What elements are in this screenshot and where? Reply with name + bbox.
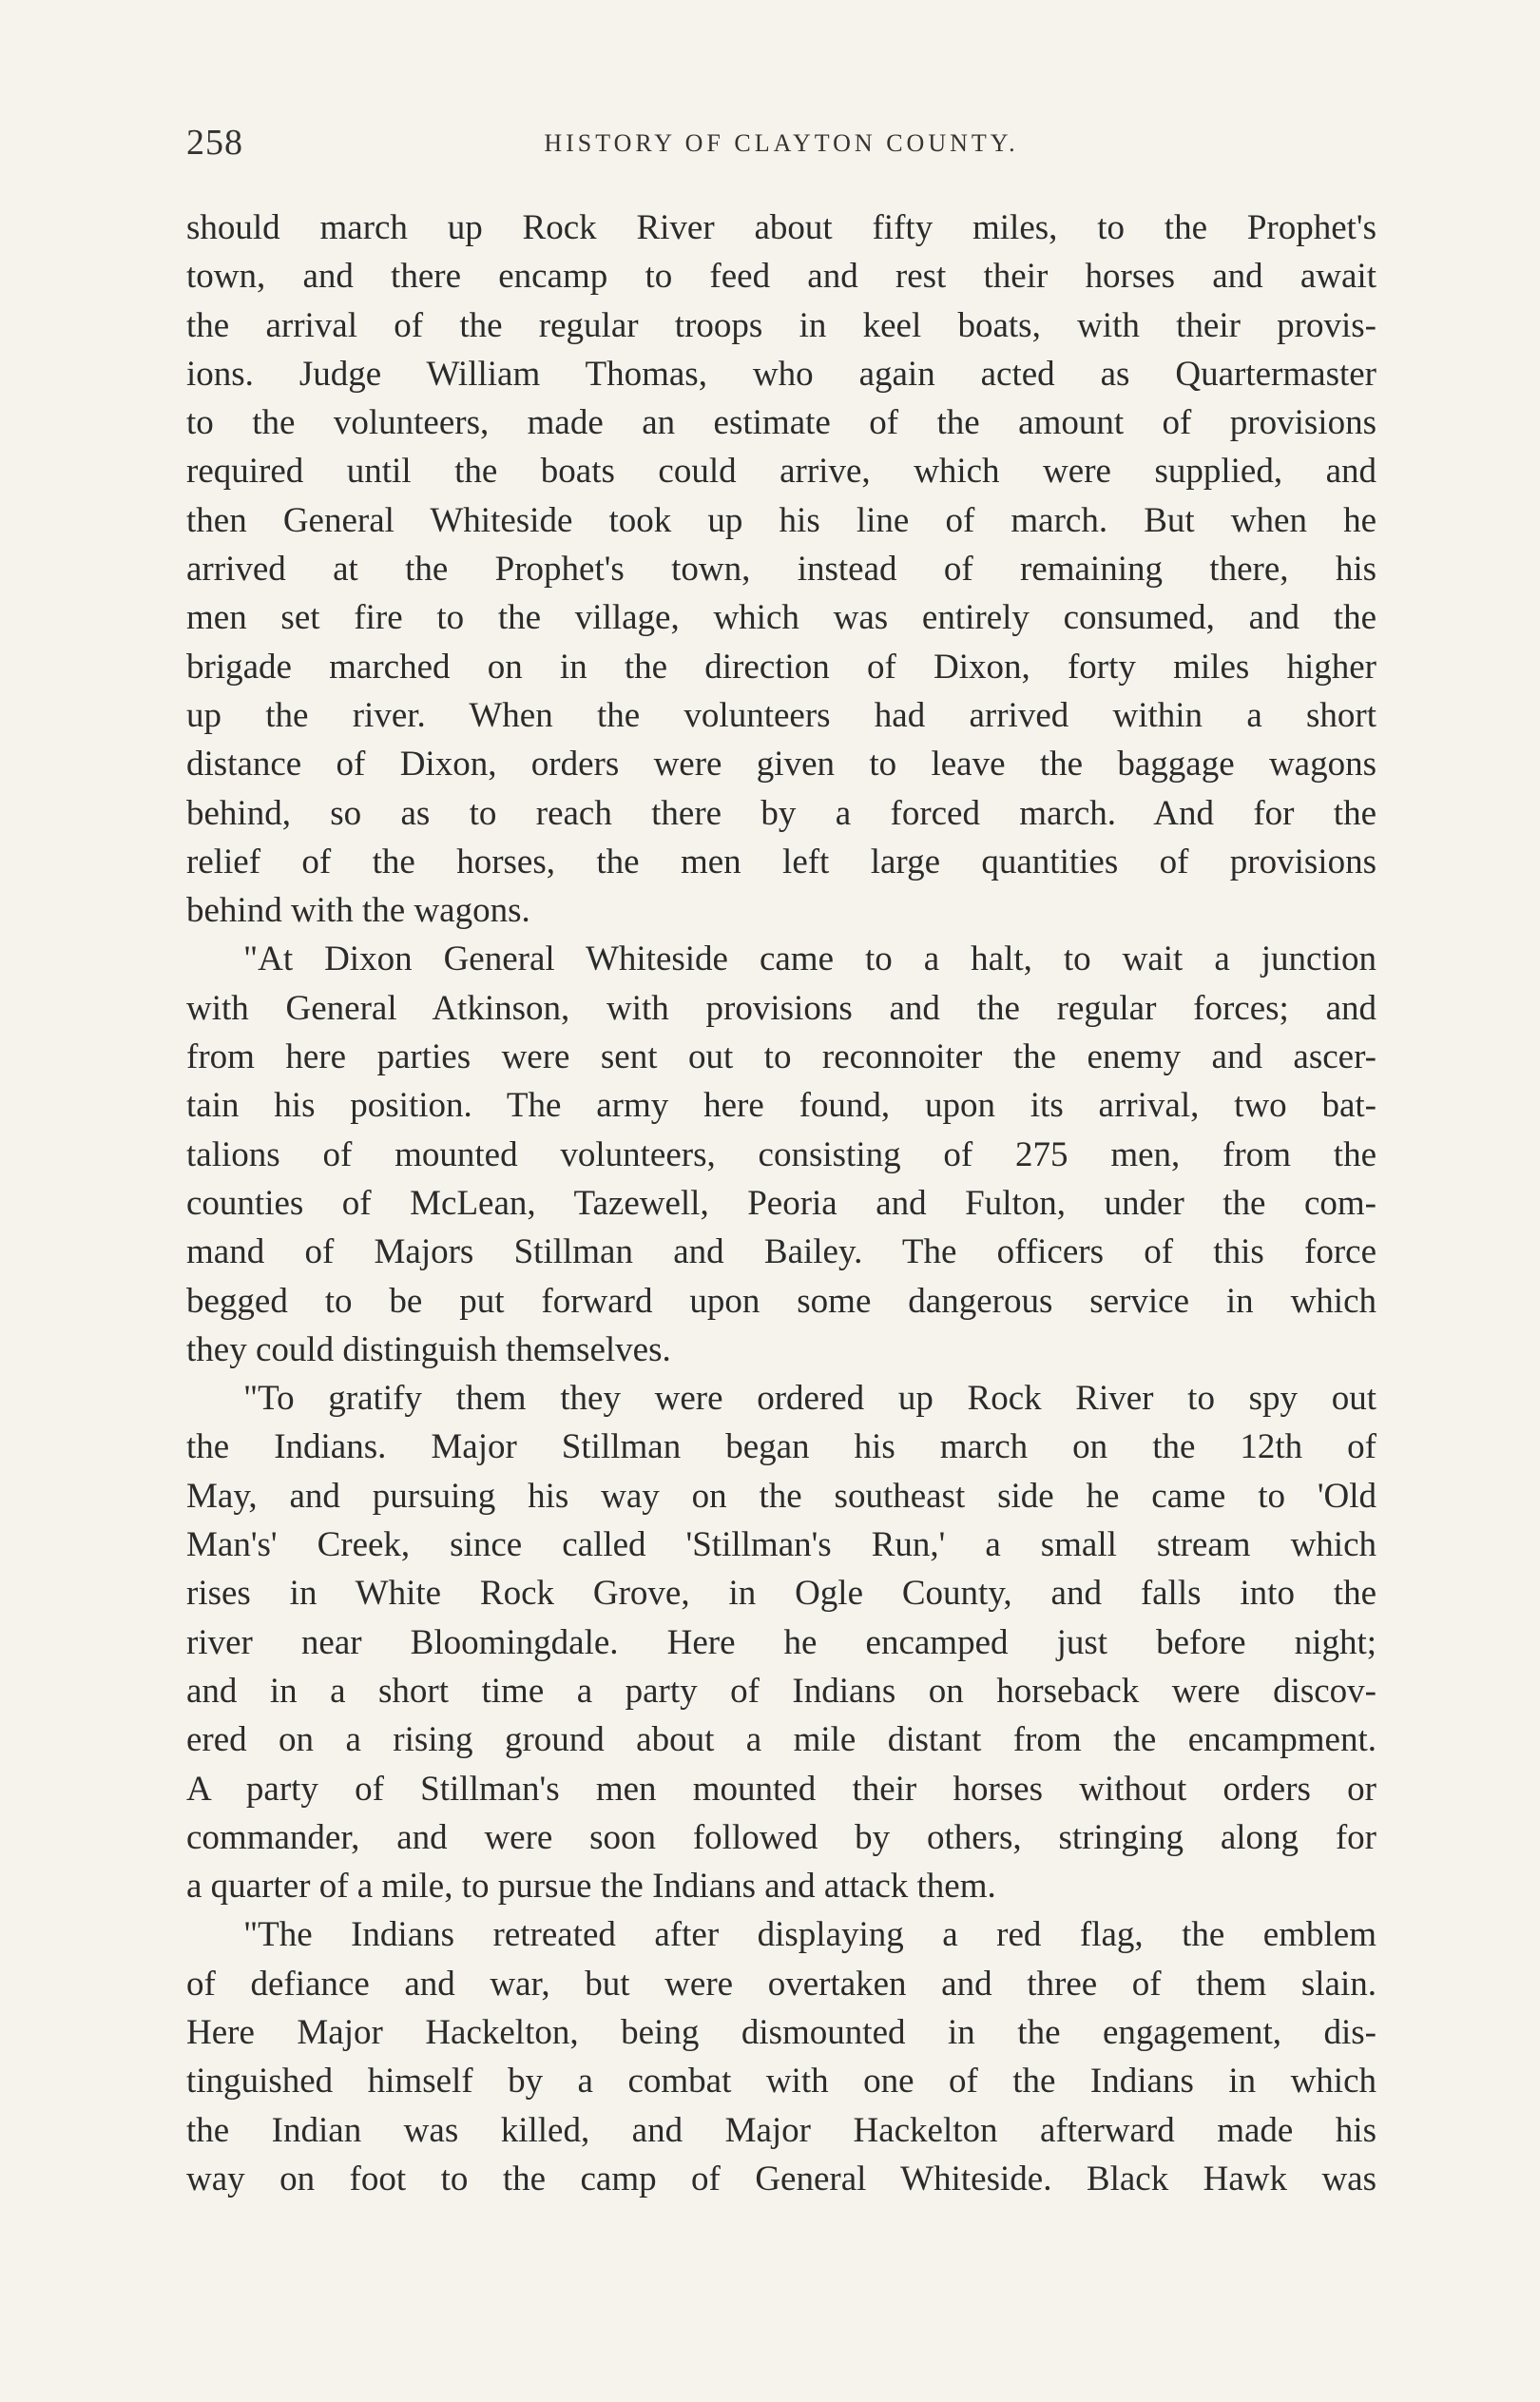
page-number: 258: [186, 123, 243, 163]
text-line: men set fire to the village, which was entirely consumed, and the: [186, 598, 1376, 638]
text-line: the Indian was killed, and Major Hackelton afterward made his: [186, 2110, 1376, 2150]
text-line: and in a short time a party of Indians on horseback were discov-: [186, 1671, 1376, 1711]
text-line: commander, and were soon followed by others, stringing along for: [186, 1817, 1376, 1857]
text-line: May, and pursuing his way on the southeast side he came to 'Old: [186, 1476, 1376, 1516]
body-text: [186, 203, 1376, 2203]
running-title: HISTORY OF CLAYTON COUNTY.: [544, 129, 1019, 157]
text-line: from here parties were sent out to reconnoiter the enemy and ascer-: [186, 1037, 1376, 1077]
text-line: tain his position. The army here found, upon its arrival, two bat-: [186, 1086, 1376, 1126]
text-line: mand of Majors Stillman and Bailey. The officers of this force: [186, 1232, 1376, 1272]
text-line: behind, so as to reach there by a forced march. And for the: [186, 793, 1376, 833]
text-line: counties of McLean, Tazewell, Peoria and Fulton, under the com-: [186, 1183, 1376, 1223]
text-line: tinguished himself by a combat with one of the Indians in which: [186, 2062, 1376, 2102]
text-line: "At Dixon General Whiteside came to a halt, to wait a junction: [243, 939, 1376, 979]
text-line: brigade marched on in the direction of Dixon, forty miles higher: [186, 647, 1376, 687]
text-line: arrived at the Prophet's town, instead of remaining there, his: [186, 550, 1376, 590]
text-line: Here Major Hackelton, being dismounted in the engagement, dis-: [186, 2012, 1376, 2052]
text-line: town, and there encamp to feed and rest their horses and await: [186, 257, 1376, 297]
text-line: "The Indians retreated after displaying a red flag, the emblem: [243, 1915, 1376, 1955]
text-line: should march up Rock River about fifty miles, to the Prophet's: [186, 208, 1376, 247]
text-line: the Indians. Major Stillman began his march on the 12th of: [186, 1427, 1376, 1467]
text-line: relief of the horses, the men left large quantities of provisions: [186, 842, 1376, 881]
text-line: A party of Stillman's men mounted their horses without orders or: [186, 1769, 1376, 1809]
text-line: up the river. When the volunteers had arrived within a short: [186, 695, 1376, 735]
text-line: way on foot to the camp of General Whiteside. Black Hawk was: [186, 2159, 1376, 2199]
text-line: Man's' Creek, since called 'Stillman's Run,' a small stream which: [186, 1525, 1376, 1565]
text-line: river near Bloomingdale. Here he encamped just before night;: [186, 1622, 1376, 1662]
text-line: to the volunteers, made an estimate of the amount of provisions: [186, 403, 1376, 443]
text-line: distance of Dixon, orders were given to leave the baggage wagons: [186, 745, 1376, 785]
text-line: the arrival of the regular troops in keel boats, with their provis-: [186, 305, 1376, 345]
text-line: they could distinguish themselves.: [186, 1329, 671, 1369]
text-line: begged to be put forward upon some dangerous service in which: [186, 1281, 1376, 1321]
text-line: a quarter of a mile, to pursue the Indians and attack them.: [186, 1867, 996, 1907]
text-line: of defiance and war, but were overtaken and three of them slain.: [186, 1964, 1376, 2004]
text-line: "To gratify them they were ordered up Rock River to spy out: [243, 1379, 1376, 1419]
text-line: ered on a rising ground about a mile distant from the encampment.: [186, 1720, 1376, 1760]
text-line: talions of mounted volunteers, consisting of 275 men, from the: [186, 1134, 1376, 1174]
text-line: ions. Judge William Thomas, who again acted as Quartermaster: [186, 354, 1376, 394]
text-line: then General Whiteside took up his line of march. But when he: [186, 500, 1376, 540]
text-line: behind with the wagons.: [186, 891, 530, 931]
page-header: [186, 122, 1376, 179]
text-line: with General Atkinson, with provisions and the regular forces; and: [186, 988, 1376, 1028]
text-line: rises in White Rock Grove, in Ogle County, and falls into the: [186, 1574, 1376, 1614]
text-line: required until the boats could arrive, which were supplied, and: [186, 452, 1376, 492]
